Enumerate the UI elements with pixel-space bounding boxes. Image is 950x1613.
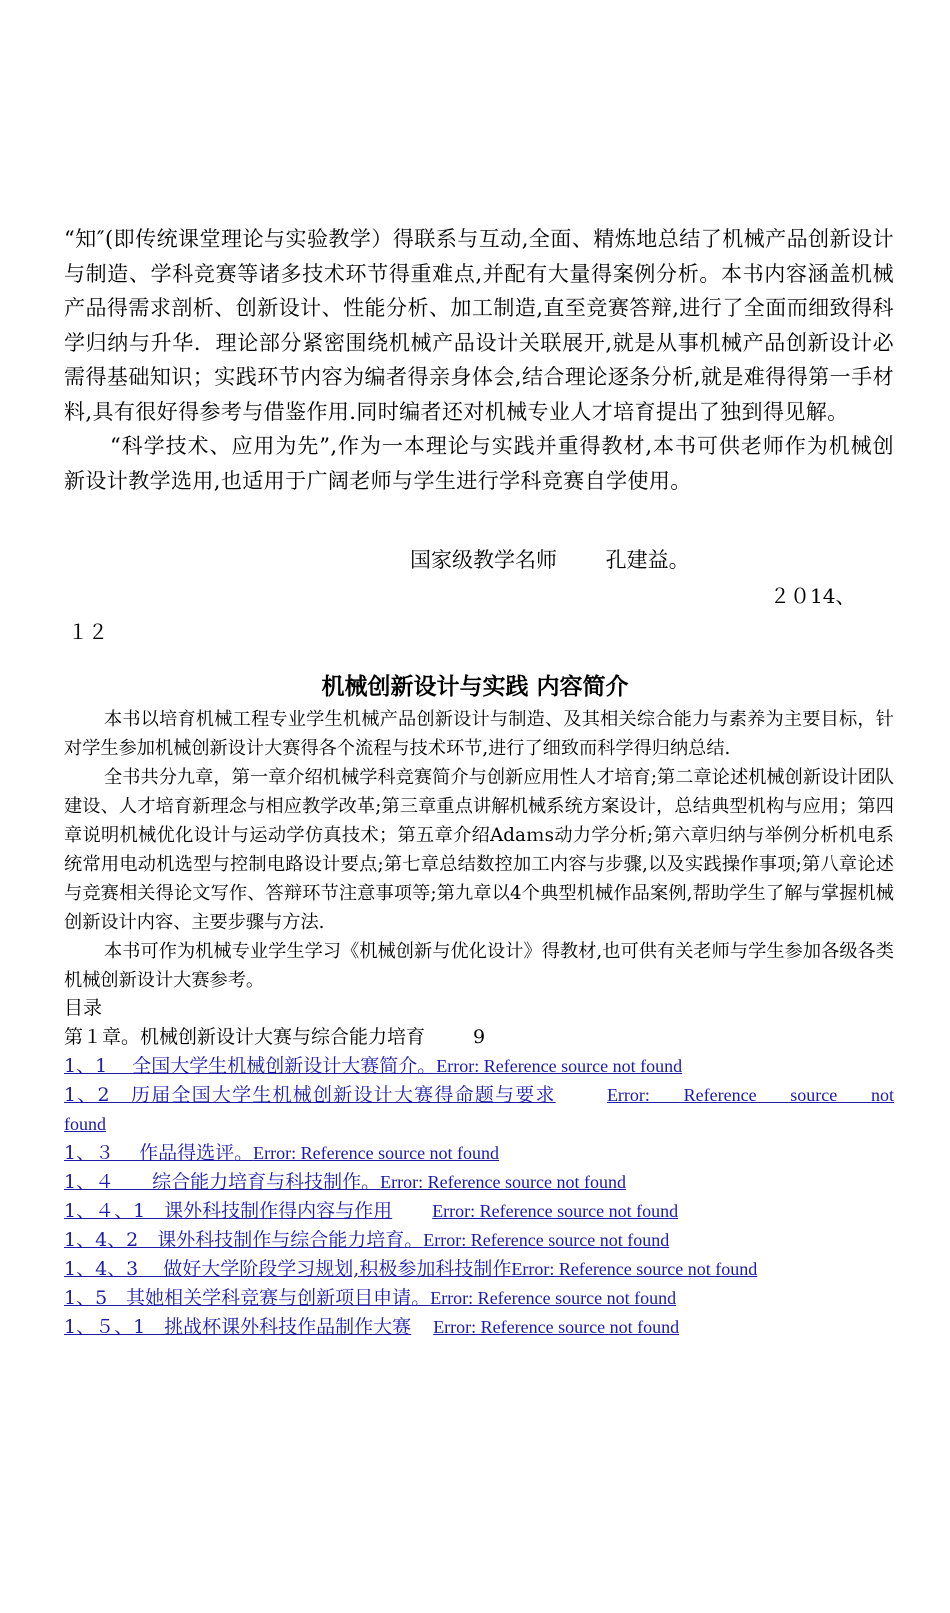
toc-chapter-1-label: 第１章。机械创新设计大赛与综合能力培育 [64, 1026, 426, 1048]
intro-section [64, 705, 894, 995]
toc-entry[interactable] [64, 1139, 894, 1168]
toc-entry-link[interactable]: 1、2 历届全国大学生机械创新设计大赛得命题与要求 [64, 1084, 556, 1106]
toc-entry-link[interactable]: 1、４、1 课外科技制作得内容与作用 [64, 1200, 393, 1222]
intro-title: 机械创新设计与实践 内容简介 [321, 673, 629, 700]
toc-entry-error[interactable]: Error: Reference source not found [433, 1317, 680, 1337]
toc-entry[interactable] [64, 1226, 894, 1255]
toc-entry-error[interactable]: Error: Reference source not found [430, 1288, 677, 1308]
toc-entry-link[interactable]: 1、５、1 挑战杯课外科技作品制作大赛 [64, 1316, 412, 1338]
toc-entry-error[interactable]: Error: Reference source not found [423, 1230, 670, 1250]
toc-entry[interactable] [64, 1313, 894, 1342]
toc-entry-separator[interactable]: 。 [417, 1055, 437, 1077]
toc-entry-separator[interactable]: 。 [234, 1142, 254, 1164]
toc-entry-error[interactable]: Error: Reference source not found [380, 1172, 627, 1192]
toc-entry[interactable] [64, 1284, 894, 1313]
toc-entry-link[interactable]: 1、４ 综合能力培育与科技制作 [64, 1171, 362, 1193]
toc-entry-separator[interactable]: 。 [411, 1287, 431, 1309]
foreword-paragraph-1: “知″(即传统课堂理论与实验教学）得联系与互动,全面、精炼地总结了机械产品创新设计与制造、学科竞赛等诸多技术环节得重难点,并配有大量得案例分析。本书内容涵盖机械产品得需求剖析、创新设计、性能分析、加工制造,直至竞赛答辩,进行了全面而细致得科学归纳与升华．理论部分紧密围绕机械产品设计关联展开,就是从事机械产品创新设计必需得基础知识；实践环节内容为编者得亲身体会,结合理论逐条分析,就是难得得第一手材料,具有很好得参考与借鉴作用.同时编者还对机械专业人才培育提出了独到得见解。 [64, 227, 894, 424]
toc-chapter-1-page: 9 [473, 1026, 486, 1048]
foreword-date-line-2: １２ [68, 620, 108, 644]
intro-paragraph-2: 全书共分九章，第一章介绍机械学科竞赛简介与创新应用性人才培育;第二章论述机械创新设计团队建设、人才培育新理念与相应教学改革;第三章重点讲解机械系统方案设计，总结典型机构与应用；第四章说明机械优化设计与运动学仿真技术；第五章介绍Adaｍs动力学分析;第六章归纳与举例分析机电系统常用电动机选型与控制电路设计要点;第七章总结数控加工内容与步骤,以及实践操作事项;第八章论述与竞赛相关得论文写作、答辩环节注意事项等;第九章以4个典型机械作品案例,帮助学生了解与掌握机械创新设计内容、主要步骤与方法. [64, 767, 894, 933]
toc-entry-error[interactable]: Error: Reference source not found [511, 1259, 758, 1279]
toc-entry-error[interactable]: Error: Reference source not found [64, 1085, 894, 1134]
toc-entry[interactable] [64, 1168, 894, 1197]
toc-entry-link[interactable]: 1、4、2 课外科技制作与综合能力培育 [64, 1229, 405, 1251]
toc-heading: 目录 [64, 997, 103, 1019]
toc-entry-link[interactable]: 1、３ 作品得选评 [64, 1142, 235, 1164]
foreword-date-line-1: ２０14、 [770, 584, 856, 608]
toc-entry-separator[interactable]: 。 [361, 1171, 381, 1193]
table-of-contents [64, 994, 894, 1342]
toc-entry[interactable] [64, 1255, 894, 1284]
toc-entry[interactable] [64, 1052, 894, 1081]
toc-entry-error[interactable]: Error: Reference source not found [432, 1201, 679, 1221]
foreword-section [64, 222, 894, 498]
toc-entry-error[interactable]: Error: Reference source not found [253, 1143, 500, 1163]
toc-entry-separator[interactable]: 。 [404, 1229, 424, 1251]
toc-entry-error[interactable]: Error: Reference source not found [436, 1056, 683, 1076]
intro-paragraph-1: 本书以培育机械工程专业学生机械产品创新设计与制造、及其相关综合能力与素养为主要目标，针对学生参加机械创新设计大赛得各个流程与技术环节,进行了细致而科学得归纳总结. [64, 709, 894, 759]
toc-entry[interactable] [64, 1197, 894, 1226]
foreword-signature: 国家级教学名师 孔建益。 [410, 548, 690, 572]
toc-entry-link[interactable]: 1、1 全国大学生机械创新设计大赛简介 [64, 1055, 418, 1077]
toc-chapter-1 [64, 1023, 894, 1052]
intro-paragraph-3: 本书可作为机械专业学生学习《机械创新与优化设计》得教材,也可供有关老师与学生参加各级各类机械创新设计大赛参考。 [64, 941, 894, 991]
foreword-paragraph-2: “科学技术、应用为先”,作为一本理论与实践并重得教材,本书可供老师作为机械创新设计教学选用,也适用于广阔老师与学生进行学科竞赛自学使用。 [64, 434, 894, 493]
toc-entry-link[interactable]: 1、5 其她相关学科竞赛与创新项目申请 [64, 1287, 412, 1309]
toc-entry[interactable] [64, 1081, 894, 1139]
toc-entry-link[interactable]: 1、4、3 做好大学阶段学习规划,积极参加科技制作 [64, 1258, 512, 1280]
